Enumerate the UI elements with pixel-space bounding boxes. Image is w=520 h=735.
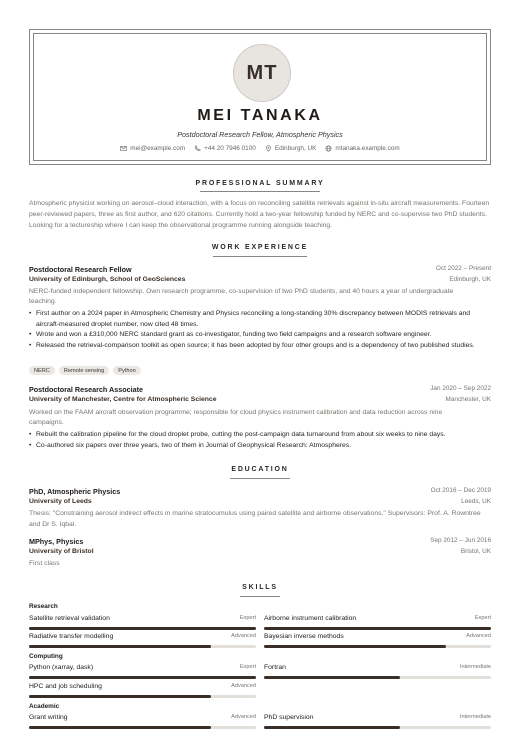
job-location: Edinburgh, UK [449, 276, 491, 283]
job-organization: University of Edinburgh, School of GeoSciences [29, 276, 186, 283]
skill-tag: Python [113, 366, 140, 375]
skill-name: Satellite retrieval validation [29, 615, 110, 622]
education-heading: EDUCATION [231, 466, 289, 473]
email-text: mei@example.com [130, 145, 186, 152]
job-title: Postdoctoral Research Fellow [29, 265, 132, 274]
job-dates: Jan 2020 – Sep 2022 [430, 385, 491, 392]
skill-name: Grant writing [29, 714, 68, 721]
skill-level: Advanced [231, 683, 256, 689]
resume-header [29, 29, 491, 165]
job-dates: Oct 2022 – Present [435, 265, 491, 272]
skill-name: Airborne instrument calibration [264, 615, 357, 622]
skill-group-label: Research [29, 603, 58, 610]
skill-bar-fill [264, 726, 400, 729]
achievement-item: • Released the retrieval-comparison toolkit as open source; it has been adopted by four other groups and is a dependency of two published studies. [29, 341, 491, 352]
school-location: Leeds, UK [461, 498, 491, 505]
skill-bar [29, 695, 256, 698]
skill-level: Expert [474, 615, 491, 621]
summary-divider [200, 191, 320, 192]
skills-heading: SKILLS [242, 584, 278, 591]
skill-tag: Remote sensing [59, 366, 109, 375]
skill-level: Intermediate [459, 664, 491, 670]
job-description: NERC-funded independent fellowship. Own research programme, co-supervision of two PhD students, and 40 hours a year of undergraduate teaching. [29, 288, 454, 305]
skill-tag: NERC [29, 366, 55, 375]
achievement-item: • Wrote and won a £310,000 NERC standard grant as co-investigator, funding two field campaigns and a research software engineer. [29, 330, 491, 341]
achievement-item: • Rebuilt the calibration pipeline for the cloud droplet probe, cutting the post-campaign data turnaround from about six weeks to nine days. [29, 430, 491, 441]
skill-level: Intermediate [459, 714, 491, 720]
skill-level: Advanced [466, 633, 491, 639]
experience-divider [213, 256, 307, 257]
globe-icon [325, 145, 332, 152]
education-divider [230, 478, 290, 479]
job-title: Postdoctoral Research Associate [29, 385, 143, 394]
skill-bar-fill [264, 627, 491, 630]
full-name: MEI TANAKA [197, 107, 323, 124]
degree-title: PhD, Atmospheric Physics [29, 487, 121, 496]
skill-bar-fill [29, 627, 256, 630]
contact-email[interactable] [120, 145, 185, 152]
contact-phone[interactable] [194, 145, 256, 152]
skill-name: HPC and job scheduling [29, 683, 102, 690]
skill-bar [29, 726, 256, 729]
skill-group-label: Academic [29, 703, 60, 710]
education-note: First class [29, 560, 60, 567]
skill-bar-fill [29, 676, 256, 679]
summary-text: Atmospheric physicist working on aerosol–cloud interaction, with a focus on reconciling satellite retrievals against in-situ aircraft measurements. Fourteen peer-reviewed papers, three as first author, and 620 citations. Currently hold a two-year fellowship funded by NERC and co-supervise two PhD students. Looking for a lectureship where I can keep the observational programme running alongside teaching. [29, 200, 490, 229]
skill-bar [29, 676, 256, 679]
skill-bar [264, 645, 491, 648]
skill-bar-fill [29, 645, 211, 648]
skill-name: Fortran [264, 664, 286, 671]
skill-bar [29, 627, 256, 630]
phone-icon [194, 145, 201, 152]
job-tags [29, 366, 141, 375]
mail-icon [120, 145, 127, 152]
avatar: MT [233, 44, 291, 102]
skill-bar-fill [29, 695, 211, 698]
headline: Postdoctoral Research Fellow, Atmospheric Physics [177, 130, 343, 139]
school-name: University of Leeds [29, 498, 92, 505]
job-organization: University of Manchester, Centre for Atmospheric Science [29, 396, 217, 403]
skill-level: Advanced [231, 714, 256, 720]
job-location: Manchester, UK [445, 396, 491, 403]
skill-level: Expert [239, 664, 256, 670]
experience-heading: WORK EXPERIENCE [211, 244, 309, 251]
skill-name: PhD supervision [264, 714, 314, 721]
skill-bar [29, 645, 256, 648]
skill-bar [264, 627, 491, 630]
location-text: Edinburgh, UK [274, 145, 317, 152]
header-inner-border [33, 33, 487, 161]
skill-group-label: Computing [29, 653, 63, 660]
achievement-item: • First author on a 2024 paper in Atmospheric Chemistry and Physics reconciling a long-standing 30% discrepancy between MODIS retrievals and aircraft-measured droplet number, now cited 48 times. [29, 309, 491, 330]
skill-bar-fill [264, 676, 400, 679]
skills-divider [240, 596, 280, 597]
skill-bar [264, 676, 491, 679]
map-pin-icon [265, 145, 272, 152]
achievement-item: • Co-authored six papers over three years, two of them in Journal of Geophysical Research: Atmospheres. [29, 441, 491, 452]
education-dates: Sep 2012 – Jun 2016 [430, 537, 491, 544]
education-dates: Oct 2016 – Dec 2019 [430, 487, 491, 494]
skill-bar [264, 726, 491, 729]
summary-heading: PROFESSIONAL SUMMARY [195, 180, 325, 187]
contact-row [34, 145, 486, 152]
degree-title: MPhys, Physics [29, 537, 84, 546]
skill-bar-fill [264, 645, 446, 648]
skill-bar-fill [29, 726, 211, 729]
contact-location [265, 145, 317, 152]
job-achievements [29, 309, 491, 351]
job-description: Worked on the FAAM aircraft observation programme; responsible for cloud physics instrument calibration and data reduction across nine campaigns. [29, 409, 443, 426]
job-achievements [29, 430, 491, 451]
school-name: University of Bristol [29, 548, 94, 555]
website-text: mtanaka.example.com [335, 145, 400, 152]
skill-level: Expert [239, 615, 256, 621]
skill-name: Radiative transfer modelling [29, 633, 114, 640]
education-note: Thesis: "Constraining aerosol indirect effects in marine stratocumulus using paired satellite and airborne observations." Supervisors: Prof. A. Rowntree and Dr S. Iqbal. [29, 510, 481, 528]
skill-name: Bayesian inverse methods [264, 633, 344, 640]
phone-text: +44 20 7946 0100 [204, 145, 256, 152]
school-location: Bristol, UK [460, 548, 491, 555]
skill-level: Advanced [231, 633, 256, 639]
skill-name: Python (xarray, dask) [29, 664, 94, 671]
contact-website[interactable] [325, 145, 399, 152]
